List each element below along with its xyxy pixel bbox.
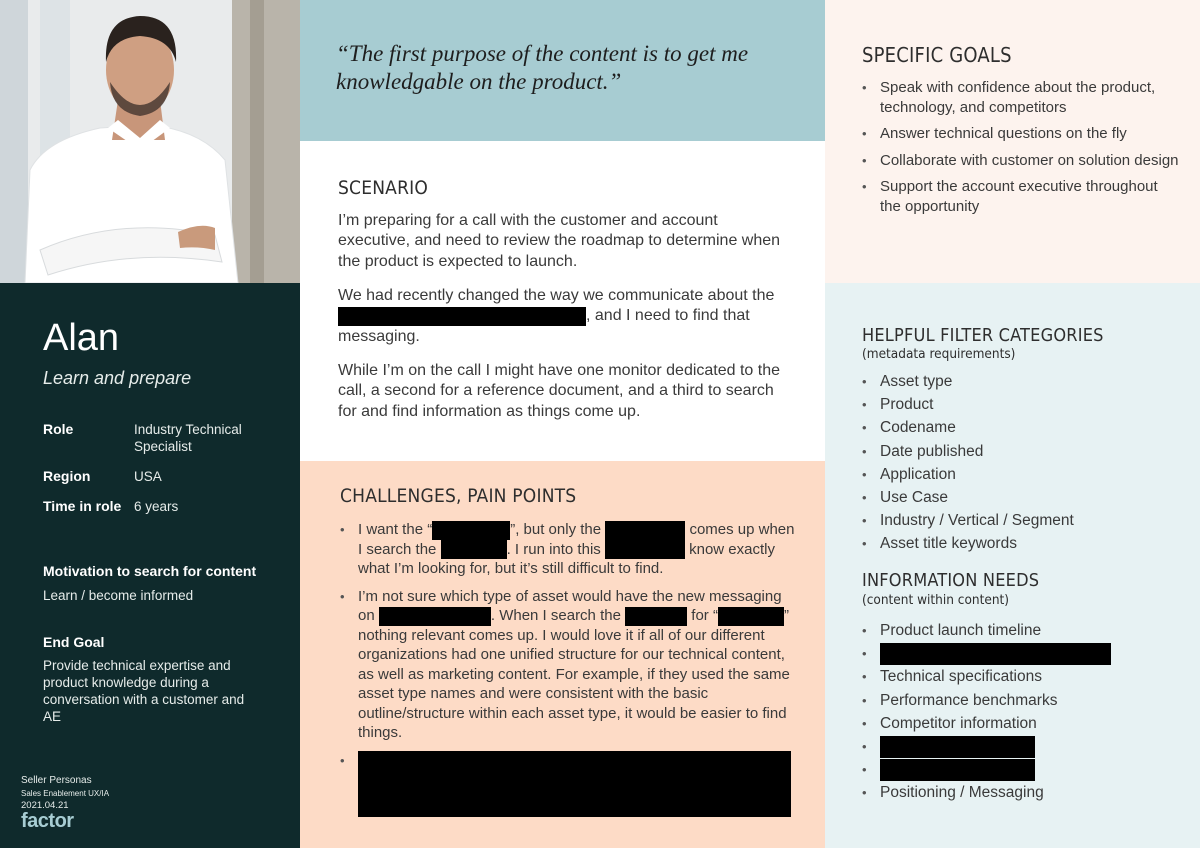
persona-column xyxy=(0,0,300,848)
challenge-text: . When I search the xyxy=(490,607,621,625)
goals-title: SPECIFIC GOALS xyxy=(862,43,1012,67)
filter-item: • Date published xyxy=(862,440,1182,463)
need-item-redacted xyxy=(862,642,1182,665)
filter-item: • Asset type xyxy=(862,370,1182,393)
need-item-redacted xyxy=(862,735,1182,758)
persona-details-panel xyxy=(0,283,300,848)
challenge-text: ”, but only the xyxy=(510,521,602,538)
challenges-list xyxy=(340,520,795,825)
redacted-text xyxy=(718,607,784,626)
scenario-panel xyxy=(300,141,825,461)
quote-panel xyxy=(300,0,825,141)
redacted-block xyxy=(358,751,791,817)
scenario-paragraph-1: I’m preparing for a call with the customer and account executive, and need to review the roadmap to determine when the product is expected to launch. xyxy=(338,212,781,270)
scenario-paragraph-2-end: , and I need to find that messaging. xyxy=(338,307,750,345)
challenges-title: CHALLENGES, PAIN POINTS xyxy=(340,485,577,507)
challenge-text: comes up when I search the xyxy=(358,521,795,558)
footer-date: 2021.04.21 xyxy=(21,800,69,811)
challenges-panel xyxy=(300,461,825,848)
challenge-text: know exactly what I’m looking for, but it’s still difficult to find. xyxy=(358,540,775,578)
redacted-text xyxy=(880,759,1035,781)
time-in-role-label: Time in role xyxy=(43,498,122,514)
time-in-role-value: 6 years xyxy=(134,499,179,514)
challenge-item xyxy=(340,587,795,743)
need-item: • Positioning / Messaging xyxy=(862,781,1182,804)
redacted-text xyxy=(625,607,687,626)
challenge-item-redacted xyxy=(340,751,795,817)
motivation-text: Learn / become informed xyxy=(43,588,194,603)
region-label: Region xyxy=(43,468,91,484)
challenge-text: . I run into this xyxy=(506,540,601,558)
goal-item: • Answer technical questions on the fly xyxy=(862,124,1182,144)
scenario-title: SCENARIO xyxy=(338,177,429,199)
filter-item: • Industry / Vertical / Segment xyxy=(862,509,1182,532)
end-goal-text: Provide technical expertise and product knowledge during a conversation with a customer and AE xyxy=(43,658,245,724)
persona-tagline: Learn and prepare xyxy=(43,368,192,388)
redacted-text xyxy=(379,607,491,626)
motivation-title: Motivation to search for content xyxy=(43,563,257,579)
filters-subtitle: (metadata requirements) xyxy=(862,346,1016,362)
role-value: Industry Technical Specialist xyxy=(134,422,242,454)
persona-name: Alan xyxy=(43,317,120,359)
filter-item: • Use Case xyxy=(862,486,1182,509)
persona-photo xyxy=(0,0,300,283)
filter-item: • Codename xyxy=(862,416,1182,439)
persona-quote: “The first purpose of the content is to get me knowledgable on the product.” xyxy=(336,41,749,94)
filter-item: • Application xyxy=(862,463,1182,486)
filters-title: HELPFUL FILTER CATEGORIES xyxy=(862,325,1104,346)
footer-title: Seller Personas xyxy=(21,775,92,786)
need-item: • Technical specifications xyxy=(862,665,1182,688)
scenario-paragraph-2-start: We had recently changed the way we communicate about the xyxy=(338,287,775,304)
end-goal-title: End Goal xyxy=(43,634,105,650)
goals-list xyxy=(862,78,1182,223)
scenario-paragraph-3: While I’m on the call I might have one monitor dedicated to the call, a second for a reference document, and a third to search for and find information as things come up. xyxy=(338,362,781,420)
need-item: • Competitor information xyxy=(862,712,1182,735)
information-needs-title: INFORMATION NEEDS xyxy=(862,570,1040,591)
factor-logo: factor xyxy=(21,810,74,832)
region-row xyxy=(43,468,264,485)
filter-item: • Product xyxy=(862,393,1182,416)
challenge-text: I want the “ xyxy=(358,521,433,538)
redacted-text xyxy=(605,521,685,540)
redacted-text xyxy=(432,521,510,540)
need-item: • Performance benchmarks xyxy=(862,689,1182,712)
filter-categories-list xyxy=(862,370,1182,556)
portrait-illustration xyxy=(0,0,300,283)
redacted-text xyxy=(441,540,507,559)
information-needs-list xyxy=(862,619,1182,805)
redacted-text xyxy=(605,540,685,559)
challenge-text: I’m not sure which type of asset would have the new messaging on xyxy=(358,587,782,625)
challenge-item xyxy=(340,520,795,579)
region-value: USA xyxy=(134,469,162,484)
goal-item: • Speak with confidence about the product, technology, and competitors xyxy=(862,78,1182,117)
information-needs-subtitle: (content within content) xyxy=(862,592,1010,608)
time-in-role-row xyxy=(43,498,264,515)
role-row xyxy=(43,421,264,455)
need-item: • Product launch timeline xyxy=(862,619,1182,642)
goals-panel xyxy=(825,0,1200,283)
role-label: Role xyxy=(43,421,74,437)
challenge-text: ” nothing relevant comes up. I would love it if all of our different organizations had one unified structure for our technical content, as well as marketing content. For example, if they used the same asset type names and were consistent with the basic outline/structure within each asset type, it would be easier to find things. xyxy=(358,607,790,742)
filters-panel xyxy=(825,283,1200,848)
goal-item: • Collaborate with customer on solution design xyxy=(862,151,1182,171)
goal-item: • Support the account executive throughout the opportunity xyxy=(862,177,1182,216)
challenge-text: for “ xyxy=(691,607,718,625)
scenario-paragraph-2 xyxy=(338,286,793,347)
need-item-redacted xyxy=(862,758,1182,781)
redacted-text xyxy=(880,643,1111,665)
redacted-text xyxy=(338,307,586,326)
redacted-text xyxy=(880,736,1035,758)
footer-team: Sales Enablement UX/IA xyxy=(21,789,110,798)
filter-item: • Asset title keywords xyxy=(862,532,1182,555)
